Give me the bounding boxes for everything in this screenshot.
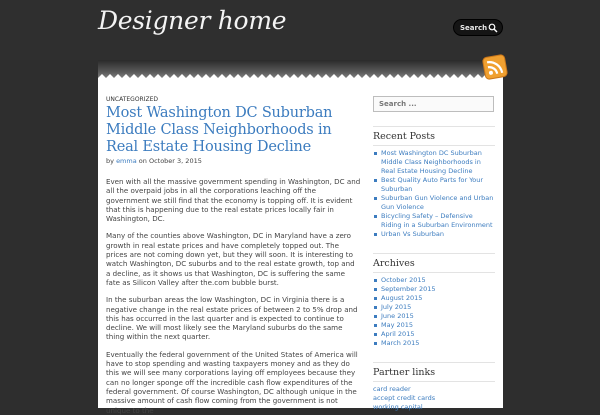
archive-link[interactable]: September 2015 xyxy=(373,285,495,294)
widget-title: Archives xyxy=(373,258,495,273)
site-title[interactable]: Designer home xyxy=(98,6,287,35)
post-paragraph: Even with all the massive government spending in Washington, DC and all the overpaid jobs in all the corporations leaching off the government we still find that the economy is topping off. It is evident that this is happening due to the real estate prices locally fair in Washington, DC. xyxy=(106,177,361,224)
byline-prefix: by xyxy=(106,157,114,165)
archive-link[interactable]: May 2015 xyxy=(373,321,495,330)
post-article xyxy=(106,96,361,415)
partner-link[interactable]: working capital xyxy=(373,403,423,411)
widget-title: Recent Posts xyxy=(373,131,495,146)
search-icon xyxy=(488,23,498,33)
recent-post-link[interactable]: Bicycling Safety – Defensive Riding in a Suburban Environment xyxy=(373,212,495,230)
post-paragraph: Many of the counties above Washington, DC in Maryland have a zero growth in real estate prices and have completely topped out. The prices are not coming down yet, but they will soon. It is interesting to watch Washington, DC suburbs and to the real estate growth, top and a decline, as it shows us that Washington, DC is suffering the same fate as Silicon Valley after the.com bubble burst. xyxy=(106,231,355,287)
partner-link[interactable]: card reader xyxy=(373,385,411,393)
archive-link[interactable]: April 2015 xyxy=(373,330,495,339)
header-search-button[interactable] xyxy=(453,19,503,36)
recent-post-link[interactable]: Most Washington DC Suburban Middle Class Neighborhoods in Real Estate Housing Decline xyxy=(373,149,495,176)
partner-links-widget xyxy=(373,362,495,412)
post-category[interactable]: UNCATEGORIZED xyxy=(106,96,158,103)
archive-link[interactable]: October 2015 xyxy=(373,276,495,285)
recent-post-link[interactable]: Best Quality Auto Parts for Your Suburban xyxy=(373,176,495,194)
post-date: on October 3, 2015 xyxy=(138,157,202,165)
sidebar xyxy=(373,96,495,412)
post-title[interactable]: Most Washington DC Suburban Middle Class Neighborhoods in Real Estate Housing Decline xyxy=(106,105,333,155)
recent-post-link[interactable]: Suburban Gun Violence and Urban Gun Violence xyxy=(373,194,495,212)
rss-icon[interactable] xyxy=(481,53,509,81)
recent-posts-widget xyxy=(373,126,495,239)
archive-link[interactable]: August 2015 xyxy=(373,294,495,303)
archives-widget xyxy=(373,253,495,348)
partner-link[interactable]: accept credit cards xyxy=(373,394,436,402)
post-byline xyxy=(106,157,361,165)
recent-post-link[interactable]: Urban Vs Suburban xyxy=(373,230,495,239)
zigzag-edge xyxy=(98,74,503,82)
widget-title: Partner links xyxy=(373,367,495,382)
archive-link[interactable]: June 2015 xyxy=(373,312,495,321)
site-header xyxy=(0,0,600,60)
header-search-label: Search . xyxy=(460,23,493,32)
post-paragraph: In the suburban areas the low Washington, DC in Virginia there is a negative change in the real estate prices of between 2 to 5% drop and this has occurred in the last quarter and is expected to continue to decline. We will most likely see the Maryland suburbs do the same thing within the next quarter. xyxy=(106,295,358,342)
archive-link[interactable]: March 2015 xyxy=(373,339,495,348)
sidebar-search-input[interactable]: Search ... xyxy=(373,96,494,112)
post-author-link[interactable]: emma xyxy=(116,157,137,165)
post-paragraph: Eventually the federal government of the United States of America will have to stop spending and wasting taxpayers money and as they do this we will see many corporations laying off employees because they can no longer sponge off the incredible cash flow expenditures of the federal government. Of course Washington, DC although unique in the massive amount of cash flow coming from the government is not unique to the xyxy=(106,349,358,415)
archive-link[interactable]: July 2015 xyxy=(373,303,495,312)
